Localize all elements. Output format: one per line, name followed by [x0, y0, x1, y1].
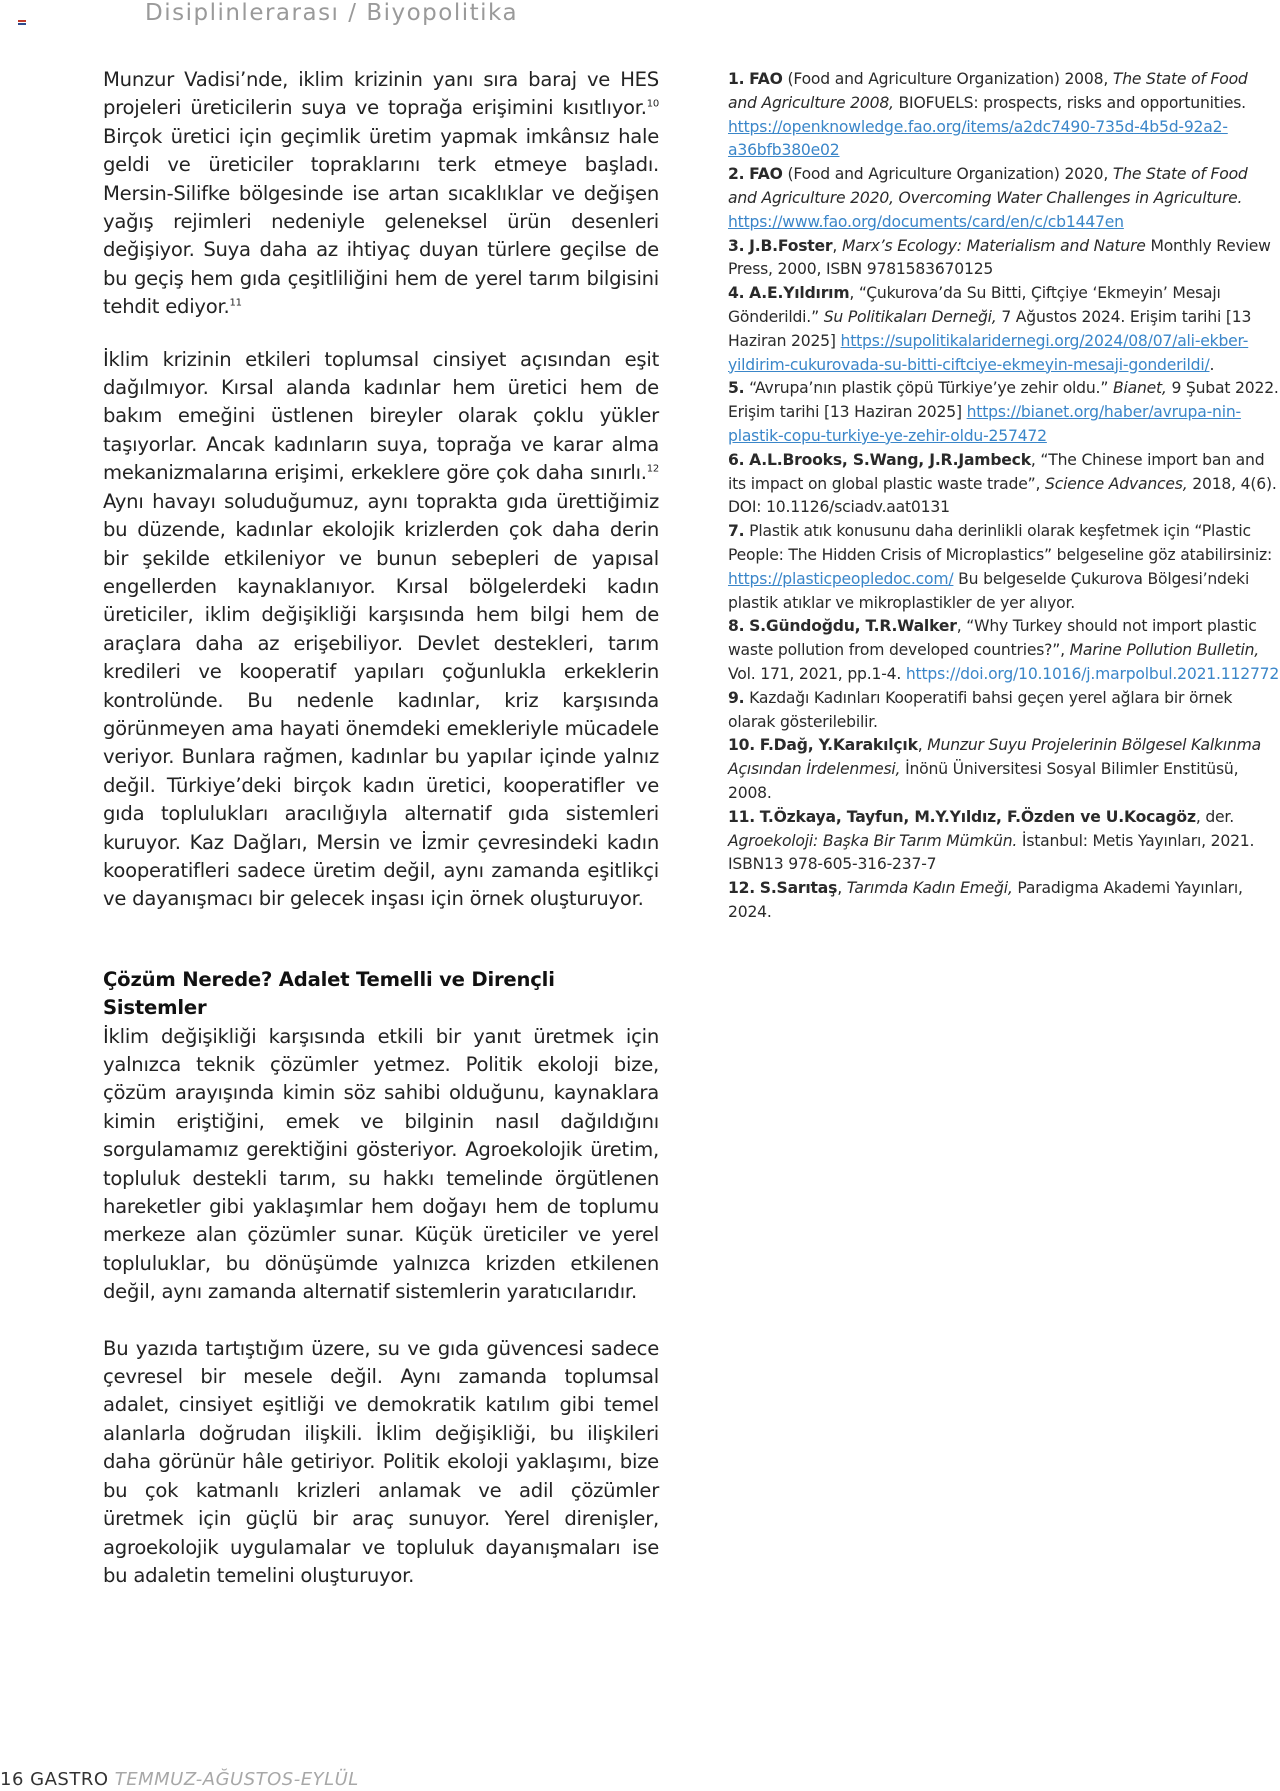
text: Birçok üretici için geçimlik üretim yapmak imkânsız hale geldi ve üreticiler topraklarını terk etmeye başladı. Mersin-Silifke bölgesinde ise artan sıcaklıklar ve değişen yağış rejimleri nedeniyle geleneksel ürün desenleri değişiyor. Suya daha az ihtiyaç duyan türlere geçilse de bu geçiş hem gıda çeşitliliğini hem de yerel tarım bilgisini tehdit ediyor.	[103, 124, 659, 319]
reference-item: 5. “Avrupa’nın plastik çöpü Türkiye’ye zehir oldu.” Bianet, 9 Şubat 2022. Erişim tarihi [13 Haziran 2025] https://bianet.org/haber/avrupa-nin-plastik-copu-turkiye-ye-zehir-oldu-257472	[728, 379, 1279, 445]
reference-item: 7. Plastik atık konusunu daha derinlikli olarak keşfetmek için “Plastic People: The Hidden Crisis of Microplastics” belgeseline göz atabilirsiniz: https://plasticpeopledoc.com/ Bu belgeselde Çukurova Bölgesi’ndeki plastik atıklar ve mikroplastikler de yer alıyor.	[728, 522, 1273, 612]
footnote-ref-10[interactable]: 10	[646, 98, 659, 110]
reference-item: 4. A.E.Yıldırım, “Çukurova’da Su Bitti, Çiftçiye ‘Ekmeyin’ Mesajı Gönderildi.” Su Politikaları Derneği, 7 Ağustos 2024. Erişim tarihi [13 Haziran 2025] https://supolitikalaridernegi.org/2024/08/07/ali-ekber-yildirim-cukurovada-su-bitti-ciftciye-ekmeyin-mesaji-gonderildi/.	[728, 284, 1252, 374]
reference-link[interactable]: https://openknowledge.fao.org/items/a2dc7490-735d-4b5d-92a2-a36bfb380e02	[728, 117, 1228, 160]
reference-item: 10. F.Dağ, Y.Karakılçık, Munzur Suyu Projelerinin Bölgesel Kalkınma Açısından İrdelenmesi, İnönü Üniversitesi Sosyal Bilimler Enstitüsü, 2008.	[728, 736, 1261, 802]
reference-item: 3. J.B.Foster, Marx’s Ecology: Materialism and Nature Monthly Review Press, 2000, ISBN 9781583670125	[728, 236, 1271, 279]
article-body	[103, 66, 659, 1590]
section-title: Disiplinlerarası / Biyopolitika	[145, 0, 519, 26]
reference-item: 8. S.Gündoğdu, T.R.Walker, “Why Turkey should not import plastic waste pollution from developed countries?”, Marine Pollution Bulletin, Vol. 171, 2021, pp.1-4. https://doi.org/10.1016/j.marpolbul.2021.112772	[728, 617, 1280, 683]
footnote-ref-11[interactable]: 11	[229, 297, 242, 309]
logo-mark-icon	[18, 20, 26, 26]
references-list	[728, 68, 1280, 925]
page-header	[0, 0, 1280, 30]
reference-item: 9. Kazdağı Kadınları Kooperatifi bahsi geçen yerel ağlara bir örnek olarak gösterilebilir.	[728, 688, 1233, 731]
page-number: 16	[0, 1769, 24, 1790]
text: Aynı havayı soluduğumuz, aynı toprakta gıda ürettiğimiz bu düzende, kadınlar ekolojik krizlerden çok daha derin bir şekilde etkileniyor ve bunun sebepleri de yapısal engellerden kaynaklanıyor. Kırsal bölgelerdeki kadın üreticiler, iklim değişikliği karşısında hem bilgi hem de araçlara daha az erişebiliyor. Devlet destekleri, tarım kredileri ve kooperatif yapıları çoğunlukla erkeklerin kontrolünde. Bu nedenle kadınlar, kriz karşısında görünmeyen ama hayati önemdeki emekleriyle mücadele veriyor. Bunlara rağmen, kadınlar bu yapılar içinde yalnız değil. Türkiye’deki birçok kadın üretici, kooperatifler ve gıda toplulukları aracılığıyla alternatif gıda sistemleri kuruyor. Kaz Dağları, Mersin ve İzmir çevresindeki kadın kooperatifleri sadece üretim değil, aynı zamanda eşitlikçi ve dayanışmacı bir gelecek inşası için örnek oluşturuyor.	[103, 489, 659, 911]
section-heading: Çözüm Nerede? Adalet Temelli ve Dirençli Sistemler	[103, 967, 555, 1020]
reference-link[interactable]: https://plasticpeopledoc.com/	[728, 569, 954, 588]
paragraph-gender	[103, 346, 659, 914]
reference-item: 1. FAO (Food and Agriculture Organization) 2008, The State of Food and Agriculture 2008, BIOFUELS: prospects, risks and opportunities. https://openknowledge.fao.org/items/a2dc7490-735d-4b5d-92a2-a36bfb380e02	[728, 70, 1248, 160]
paragraph-conclusion: Bu yazıda tartıştığım üzere, su ve gıda güvencesi sadece çevresel bir mesele değil. Aynı zamanda toplumsal adalet, cinsiyet eşitliği ve demokratik katılım gibi temel alanlarla doğrudan ilişkili. İklim değişikliği, bu ilişkileri daha görünür hâle getiriyor. Politik ekoloji yaklaşımı, bize bu çok katmanlı krizleri anlamak ve adil çözümler üretmek için güçlü bir araç sunuyor. Yerel direnişler, agroekolojik uygulamalar ve topluluk dayanışmaları ise bu adaletin temelini oluşturuyor.	[103, 1336, 659, 1587]
page-footer	[0, 1769, 359, 1790]
reference-item: 11. T.Özkaya, Tayfun, M.Y.Yıldız, F.Özden ve U.Kocagöz, der. Agroekoloji: Başka Bir Tarım Mümkün. İstanbul: Metis Yayınları, 2021. ISBN13 978-605-316-237-7	[728, 807, 1255, 874]
text: İklim krizinin etkileri toplumsal cinsiyet açısından eşit dağılmıyor. Kırsal alanda kadınlar hem üretici hem de bakım emeğini üstlenen bireyler olarak çoklu yükler taşıyorlar. Ancak kadınların suya, toprağa ve karar alma mekanizmalarına erişimi, erkeklere göre çok daha sınırlı.	[103, 347, 659, 485]
reference-link[interactable]: https://supolitikalaridernegi.org/2024/08/07/ali-ekber-yildirim-cukurovada-su-bitti-ciftciye-ekmeyin-mesaji-gonderildi/	[728, 331, 1249, 374]
magazine-name: GASTRO	[30, 1769, 109, 1790]
reference-item: 2. FAO (Food and Agriculture Organization) 2020, The State of Food and Agriculture 2020, Overcoming Water Challenges in Agriculture. https://www.fao.org/documents/card/en/c/cb1447en	[728, 165, 1248, 231]
issue-label: TEMMUZ-AĞUSTOS-EYLÜL	[114, 1769, 359, 1790]
text: Munzur Vadisi’nde, iklim krizinin yanı sıra baraj ve HES projeleri üreticilerin suya ve toprağa erişimini kısıtlıyor.	[103, 68, 659, 120]
reference-link[interactable]: https://doi.org/10.1016/j.marpolbul.2021.112772	[905, 664, 1280, 683]
reference-link[interactable]: https://www.fao.org/documents/card/en/c/cb1447en	[728, 212, 1124, 231]
reference-item: 6. A.L.Brooks, S.Wang, J.R.Jambeck, “The Chinese import ban and its impact on global plastic waste trade”, Science Advances, 2018, 4(6). DOI: 10.1126/sciadv.aat0131	[728, 450, 1277, 517]
reference-link[interactable]: https://bianet.org/haber/avrupa-nin-plastik-copu-turkiye-ye-zehir-oldu-257472	[728, 403, 1241, 445]
paragraph-solution: İklim değişikliği karşısında etkili bir yanıt üretmek için yalnızca teknik çözümler yetmez. Politik ekoloji bize, çözüm arayışında kimin söz sahibi olduğunu, kaynaklara kimin eriştiğini, emek ve bilginin nasıl dağıldığını sorgulamamız gerektiğini gösteriyor. Agroekolojik üretim, topluluk destekli tarım, su hakkı temelinde örgütlenen hareketler gibi yaklaşımlar hem doğayı hem de toplumu merkeze alan çözümler sunar. Küçük üreticiler ve yerel topluluklar, bu dönüşümde yalnızca krizden etkilenen değil, aynı zamanda alternatif sistemlerin yaratıcılarıdır.	[103, 1024, 659, 1304]
reference-item: 12. S.Sarıtaş, Tarımda Kadın Emeği, Paradigma Akademi Yayınları, 2024.	[728, 879, 1243, 921]
paragraph-munzur	[103, 66, 659, 322]
footnote-ref-12[interactable]: 12	[646, 463, 659, 475]
